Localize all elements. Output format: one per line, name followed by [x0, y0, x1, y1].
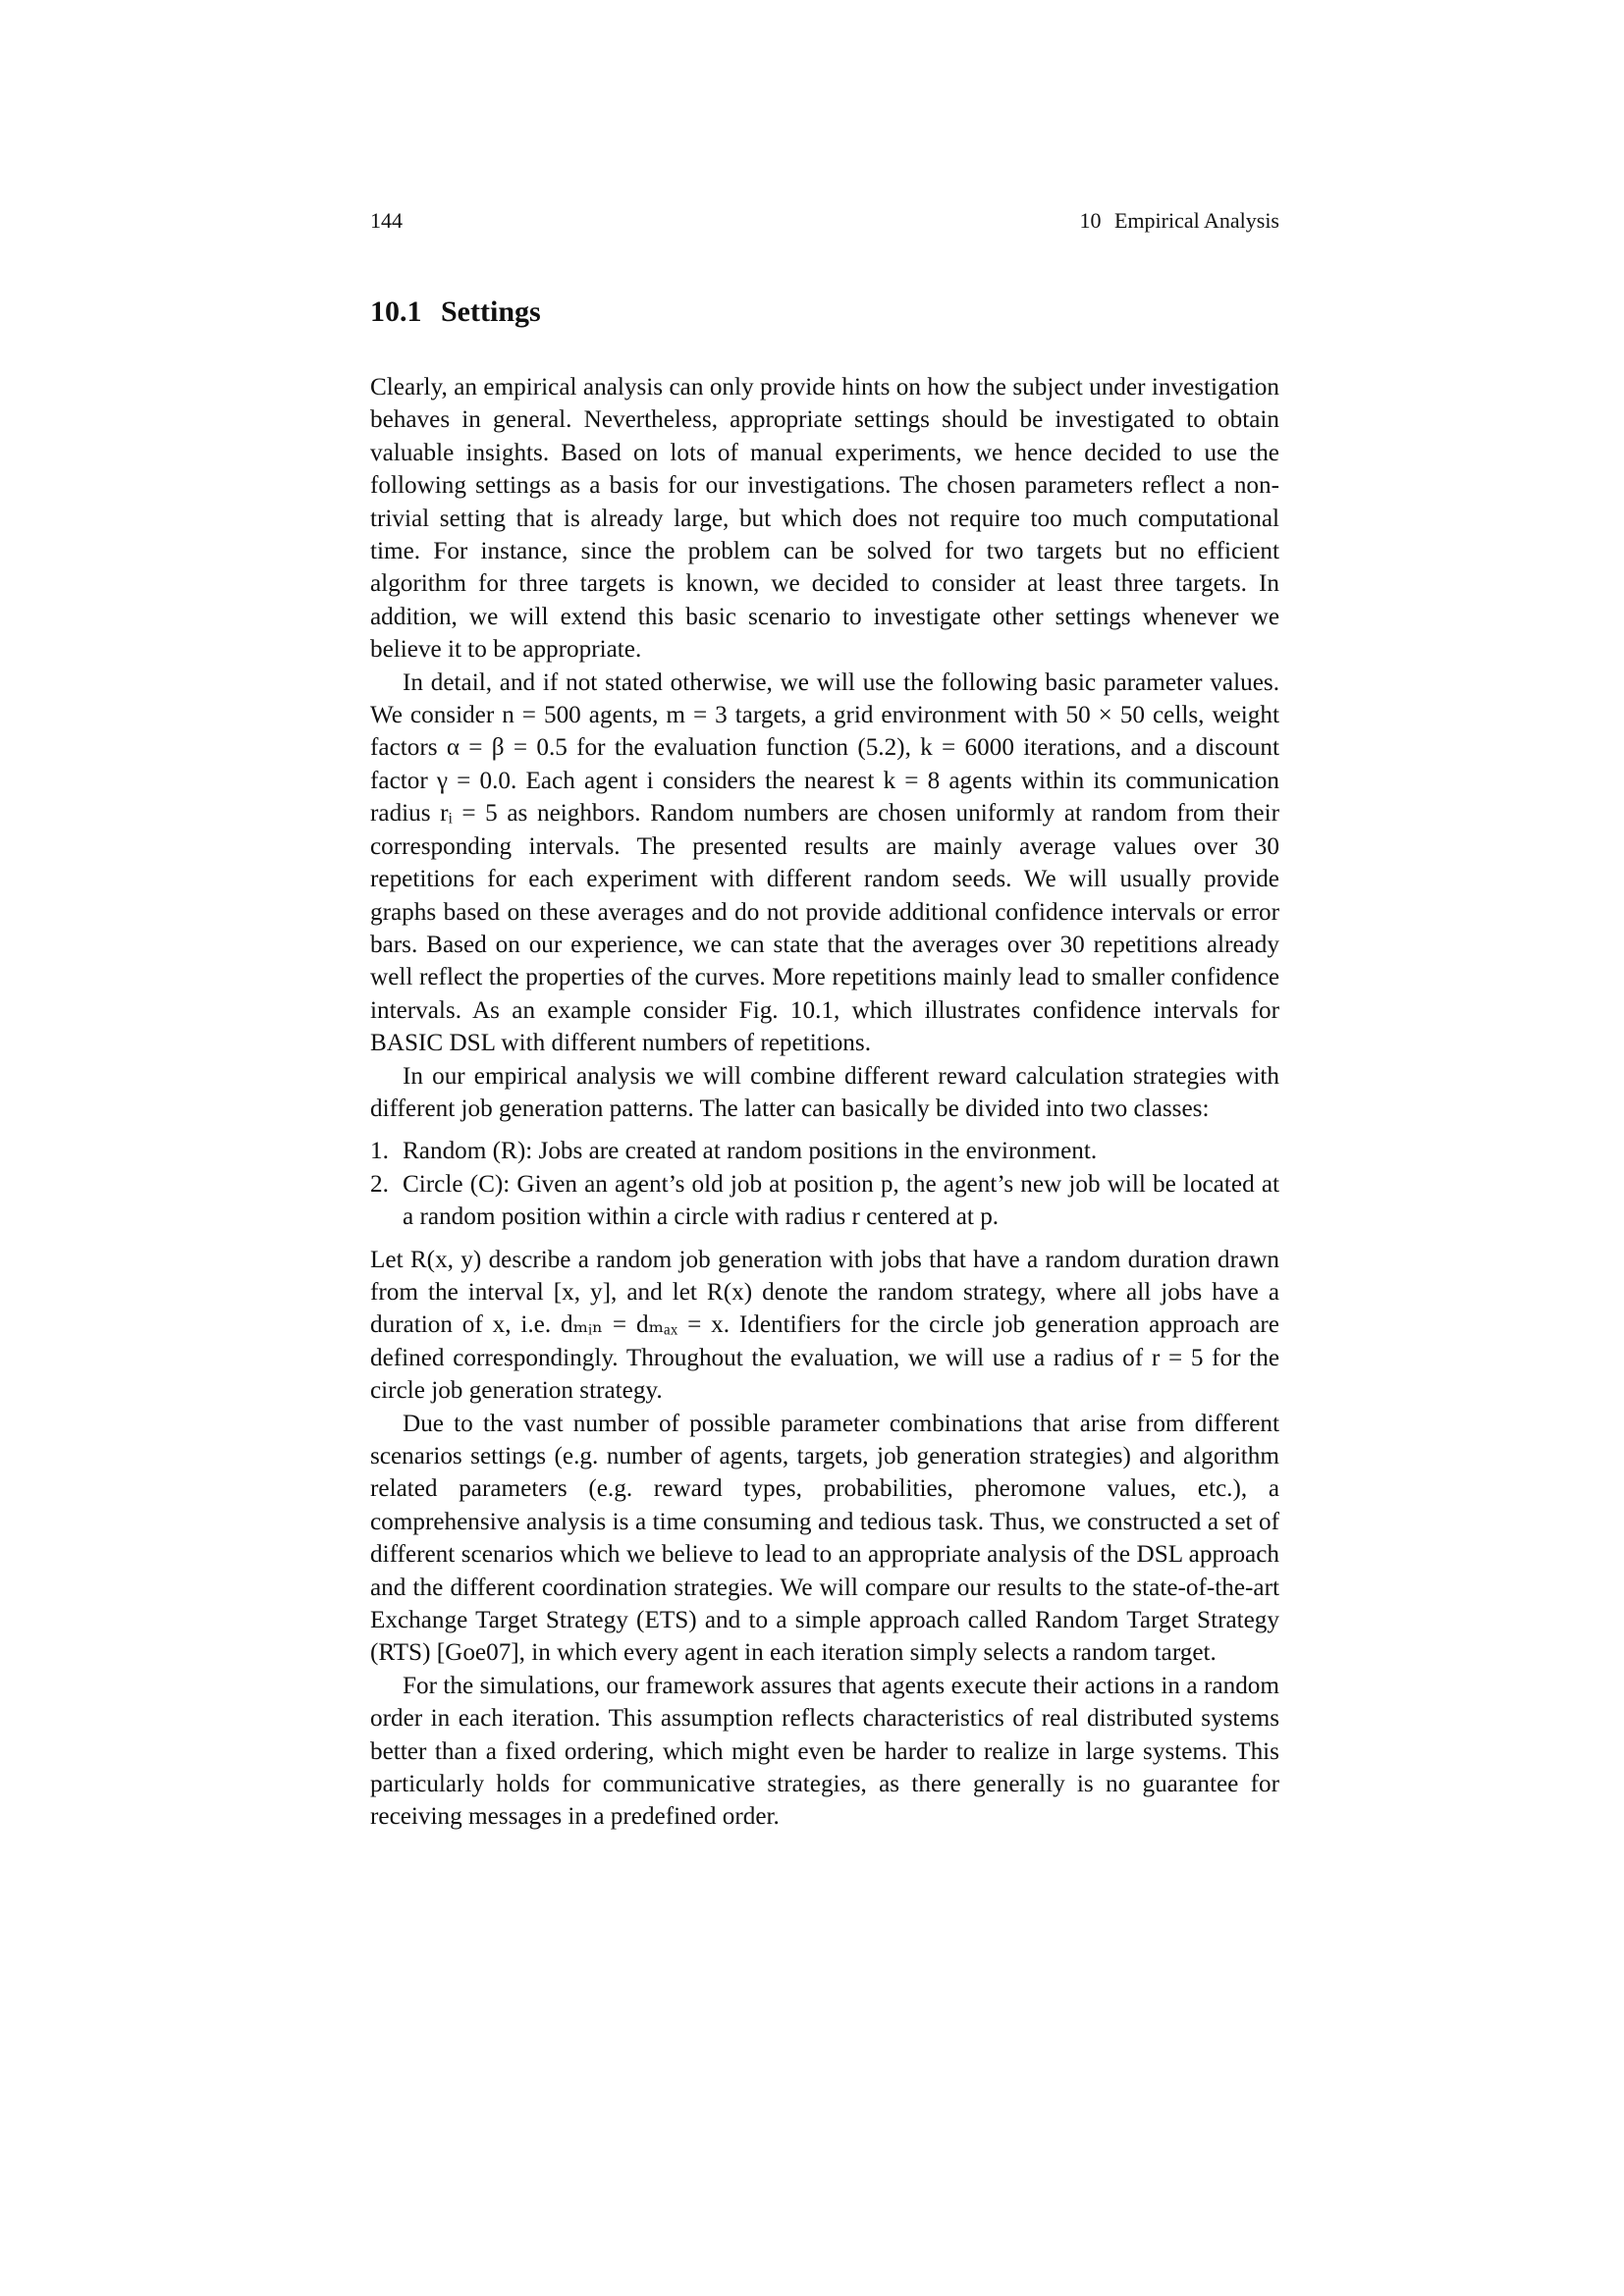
paragraph-3: In our empirical analysis we will combine different reward calculation strategies with different job generation patterns. The latter can basically be divided into two classes: [370, 1062, 1279, 1122]
list-item-text: Circle (C): Given an agent’s old job at position p, the agent’s new job will be located at a random position within a circle with radius r centered at p. [403, 1170, 1279, 1231]
page-content [370, 206, 1279, 1834]
paragraph-1: Clearly, an empirical analysis can only provide hints on how the subject under investigation behaves in general. Nevertheless, appropriate settings should be investigated to obtain valuable insights. Based on lots of manual experiments, we hence decided to use the following settings as a basis for our investigations. The chosen parameters reflect a non-trivial setting that is already large, but which does not require too much computational time. For instance, since the problem can be solved for two targets but no efficient algorithm for three targets is known, we decided to consider at least three targets. In addition, we will extend this basic scenario to investigate other settings whenever we believe it to be appropriate. [370, 374, 1279, 664]
job-generation-list [370, 1135, 1279, 1233]
page-number: 144 [370, 208, 403, 233]
section-title: Settings [441, 295, 541, 328]
paragraph-5: Due to the vast number of possible parameter combinations that arise from different scenarios settings (e.g. number of agents, targets, job generation strategies) and algorithm related parameters (e.g. reward types, probabilities, pheromone values, etc.), a comprehensive analysis is a time consuming and tedious task. Thus, we constructed a set of different scenarios which we believe to lead to an appropriate analysis of the DSL approach and the different coordination strategies. We will compare our results to the state-of-the-art Exchange Target Strategy (ETS) and to a simple approach called Random Target Strategy (RTS) [Goe07], in which every agent in each iteration simply selects a random target. [370, 1410, 1279, 1667]
chapter-title: Empirical Analysis [1113, 208, 1279, 233]
chapter-reference [1079, 206, 1279, 236]
paragraph-2: In detail, and if not stated otherwise, we will use the following basic parameter values. We consider n = 500 agents, m = 3 targets, a grid environment with 50 × 50 cells, weight factors α = β = 0.5 for the evaluation function (5.2), k = 6000 iterations, and a discount factor γ = 0.0. Each agent i considers the nearest k = 8 agents within its communication radius rᵢ = 5 as neighbors. Random numbers are chosen uniformly at random from their corresponding intervals. The presented results are mainly average values over 30 repetitions for each experiment with different random seeds. We will usually provide graphs based on these averages and do not provide additional confidence intervals or error bars. Based on our experience, we can state that the averages over 30 repetitions already well reflect the properties of the curves. More repetitions mainly lead to smaller confidence intervals. As an example consider Fig. 10.1, which illustrates confidence intervals for BASIC DSL with different numbers of repetitions. [370, 668, 1279, 1057]
running-head [370, 206, 1279, 236]
body-text [370, 371, 1279, 1834]
section-heading [370, 293, 1279, 332]
paragraph-6: For the simulations, our framework assures that agents execute their actions in a random order in each iteration. This assumption reflects characteristics of real distributed systems better than a fixed ordering, which might even be harder to realize in large systems. This particularly holds for communicative strategies, as there generally is no guarantee for receiving messages in a predefined order. [370, 1672, 1279, 1831]
list-item-text: Random (R): Jobs are created at random positions in the environment. [403, 1138, 1098, 1165]
list-marker: 2. [370, 1170, 389, 1198]
paragraph-4: Let R(x, y) describe a random job generation with jobs that have a random duration drawn from the interval [x, y], and let R(x) denote the random strategy, where all jobs have a duration of x, i.e. dₘᵢₙ = dₘₐₓ = x. Identifiers for the circle job generation approach are defined correspondingly. Throughout the evaluation, we will use a radius of r = 5 for the circle job generation strategy. [370, 1246, 1279, 1405]
list-item [370, 1135, 1279, 1167]
list-item [370, 1168, 1279, 1234]
chapter-number: 10 [1079, 208, 1102, 233]
section-number: 10.1 [370, 295, 422, 328]
list-marker: 1. [370, 1138, 389, 1165]
